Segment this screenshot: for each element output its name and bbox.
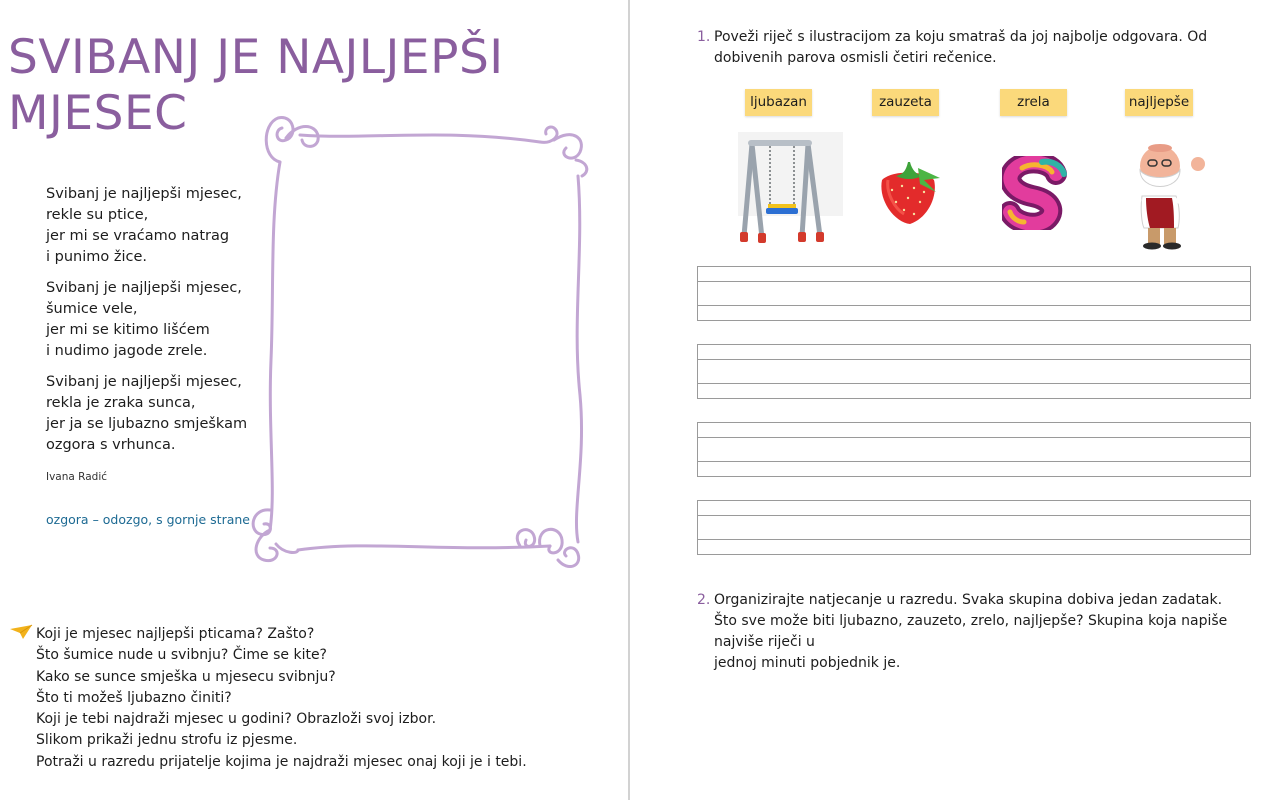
poem-line: jer ja se ljubazno smješkam: [46, 416, 248, 432]
swing-picture[interactable]: [738, 132, 843, 247]
poem: [46, 184, 247, 466]
left-page: [0, 0, 628, 800]
glossary-note: ozgora – odozgo, s gornje strane: [46, 512, 250, 527]
poem-line: rekla je zraka sunca,: [46, 395, 196, 411]
task-2-line: jednoj minuti pobjednik je.: [714, 655, 901, 671]
writing-lines-2[interactable]: [697, 344, 1251, 399]
poem-line: i nudimo jagode zrele.: [46, 343, 208, 359]
question-item: Što ti možeš ljubazno činiti?: [36, 689, 232, 706]
grandfather-picture[interactable]: [1126, 140, 1210, 250]
word-card-najljepse[interactable]: najljepše: [1125, 89, 1193, 116]
poem-stanza-3: [46, 372, 247, 456]
strawberry-picture[interactable]: [874, 158, 944, 228]
writing-lines-1[interactable]: [697, 266, 1251, 321]
question-item: Koji je mjesec najljepši pticama? Zašto?: [36, 626, 315, 642]
task-2-line: Što sve može biti ljubazno, zauzeto, zrelo, najljepše? Skupina koja napiše najviše riječi u: [714, 613, 1228, 650]
writing-lines-3[interactable]: [697, 422, 1251, 477]
task-1-text: Poveži riječ s ilustracijom za koju smatraš da joj najbolje odgovara. Od dobivenih parova osmisli četiri rečenice.: [714, 29, 1208, 66]
question-item: Potraži u razredu prijatelje kojima je najdraži mjesec onaj koji je i tebi.: [36, 753, 527, 770]
title-line-2: MJESEC: [8, 86, 188, 141]
poem-author: Ivana Radić: [46, 471, 108, 483]
paper-plane-icon: [9, 624, 33, 640]
task-1-number: 1.: [697, 29, 711, 45]
poem-stanza-1: [46, 184, 247, 268]
task-1: [697, 27, 1257, 69]
right-page: [630, 0, 1263, 800]
poem-line: i punimo žice.: [46, 249, 147, 265]
question-item: Kako se sunce smješka u mjesecu svibnju?: [36, 668, 336, 685]
task-2-number: 2.: [697, 592, 711, 608]
title-line-1: SVIBANJ JE NAJLJEPŠI: [8, 30, 504, 85]
word-card-ljubazan[interactable]: ljubazan: [745, 89, 812, 116]
poem-line: Svibanj je najljepši mjesec,: [46, 280, 242, 296]
question-item: Koji je tebi najdraži mjesec u godini? Obrazloži svoj izbor.: [36, 711, 437, 728]
poem-line: ozgora s vrhunca.: [46, 437, 176, 453]
word-card-zauzeta[interactable]: zauzeta: [872, 89, 939, 116]
poem-stanza-2: [46, 278, 247, 362]
question-list: [36, 624, 527, 773]
decorative-frame: [240, 110, 590, 580]
question-item: Što šumice nude u svibnju? Čime se kite?: [36, 647, 327, 664]
word-card-zrela[interactable]: zrela: [1000, 89, 1067, 116]
poem-line: jer mi se vraćamo natrag: [46, 228, 230, 244]
writing-lines-4[interactable]: [697, 500, 1251, 555]
poem-line: Svibanj je najljepši mjesec,: [46, 186, 242, 202]
poem-line: rekle su ptice,: [46, 207, 149, 223]
poem-line: Svibanj je najljepši mjesec,: [46, 374, 242, 390]
letter-s-picture[interactable]: [1002, 156, 1068, 230]
task-2: [697, 590, 1257, 674]
poem-line: šumice vele,: [46, 301, 138, 317]
poem-line: jer mi se kitimo lišćem: [46, 322, 210, 338]
question-item: Slikom prikaži jednu strofu iz pjesme.: [36, 732, 298, 749]
task-2-line: Organizirajte natjecanje u razredu. Svaka skupina dobiva jedan zadatak.: [714, 592, 1223, 608]
